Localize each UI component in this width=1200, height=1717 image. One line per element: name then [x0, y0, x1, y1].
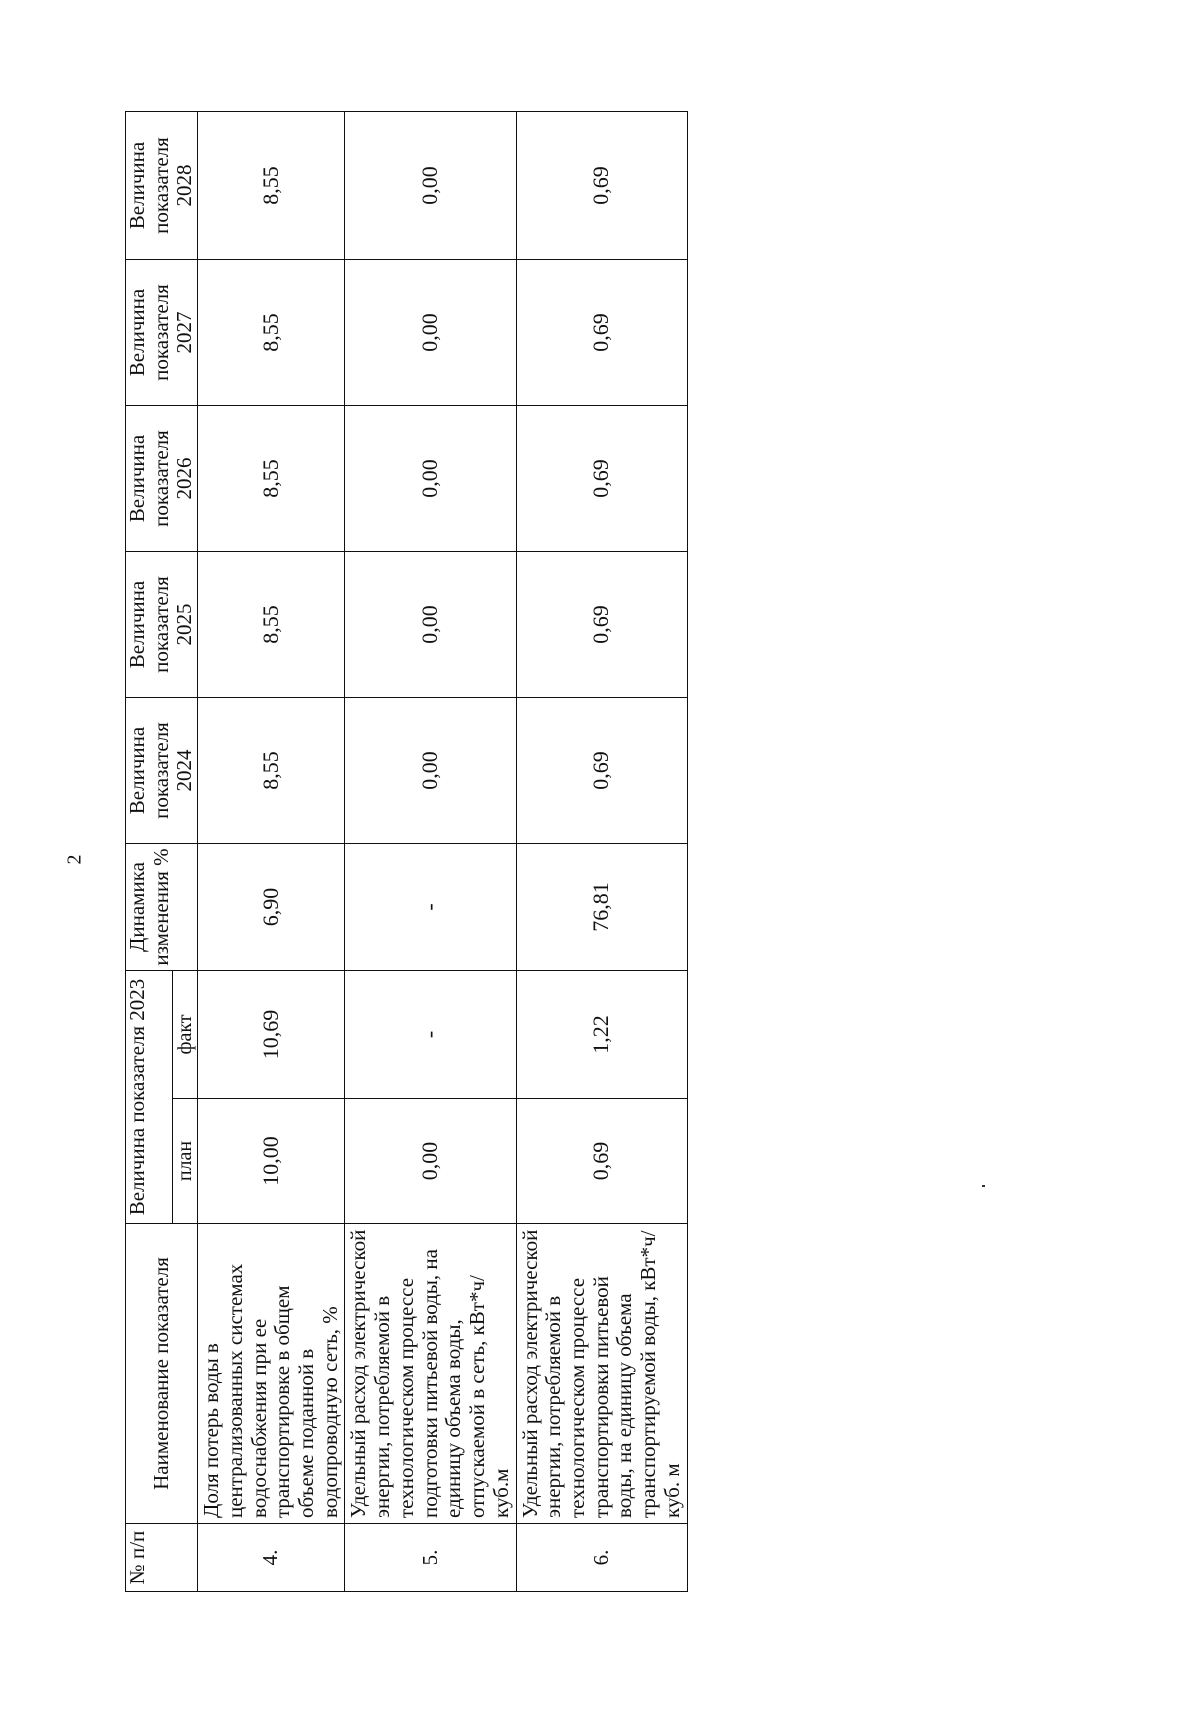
- row-plan: 10,00: [198, 1099, 345, 1224]
- row-num: 4.: [198, 1524, 345, 1592]
- row-2025: 0,00: [345, 552, 516, 698]
- row-2024: 8,55: [198, 698, 345, 844]
- row-plan: 0,69: [516, 1099, 687, 1224]
- header-num: № п/п: [126, 1524, 198, 1592]
- row-fact: 10,69: [198, 971, 345, 1099]
- row-2027: 0,00: [345, 260, 516, 406]
- row-2024: 0,00: [345, 698, 516, 844]
- table-row: [516, 112, 687, 1592]
- row-2026: 0,69: [516, 406, 687, 552]
- page-number: 2: [63, 854, 86, 865]
- row-2025: 0,69: [516, 552, 687, 698]
- header-2028: Величина показателя 2028: [126, 112, 198, 260]
- table-row: [198, 112, 345, 1592]
- row-2024: 0,69: [516, 698, 687, 844]
- table-row: [345, 112, 516, 1592]
- row-num: 6.: [516, 1524, 687, 1592]
- header-2026: Величина показателя 2026: [126, 406, 198, 552]
- indicators-table: [125, 111, 688, 1592]
- row-2026: 8,55: [198, 406, 345, 552]
- scan-speck: [982, 1185, 985, 1187]
- row-2027: 8,55: [198, 260, 345, 406]
- row-name: Удельный расход электрической энергии, потребляемой в технологическом процессе подготовки питьевой воды, на единицу объема воды, отпускаемой в сеть, кВт*ч/куб.м: [345, 1224, 516, 1524]
- header-row: [126, 112, 173, 1592]
- row-dynamics: 76,81: [516, 844, 687, 971]
- row-2028: 8,55: [198, 112, 345, 260]
- header-plan: план: [173, 1099, 198, 1224]
- row-2025: 8,55: [198, 552, 345, 698]
- header-2027: Величина показателя 2027: [126, 260, 198, 406]
- header-name: Наименование показателя: [126, 1224, 198, 1524]
- header-2023: Величина показателя 2023: [126, 971, 173, 1224]
- row-2028: 0,69: [516, 112, 687, 260]
- row-2028: 0,00: [345, 112, 516, 260]
- row-num: 5.: [345, 1524, 516, 1592]
- header-2025: Величина показателя 2025: [126, 552, 198, 698]
- header-2024: Величина показателя 2024: [126, 698, 198, 844]
- row-2027: 0,69: [516, 260, 687, 406]
- row-fact: -: [345, 971, 516, 1099]
- row-plan: 0,00: [345, 1099, 516, 1224]
- row-name: Доля потерь воды в централизованных системах водоснабжения при ее транспортировке в общем объеме поданной в водопроводную сеть, %: [198, 1224, 345, 1524]
- row-2026: 0,00: [345, 406, 516, 552]
- header-fact: факт: [173, 971, 198, 1099]
- rotated-table-wrapper: [125, 112, 684, 1592]
- row-fact: 1,22: [516, 971, 687, 1099]
- row-name: Удельный расход электрической энергии, потребляемой в технологическом процессе транспортировки питьевой воды, на единицу объема транспортируемой воды, кВт*ч/куб. м: [516, 1224, 687, 1524]
- row-dynamics: -: [345, 844, 516, 971]
- header-dynamics: Динамика изменения %: [126, 844, 198, 971]
- row-dynamics: 6,90: [198, 844, 345, 971]
